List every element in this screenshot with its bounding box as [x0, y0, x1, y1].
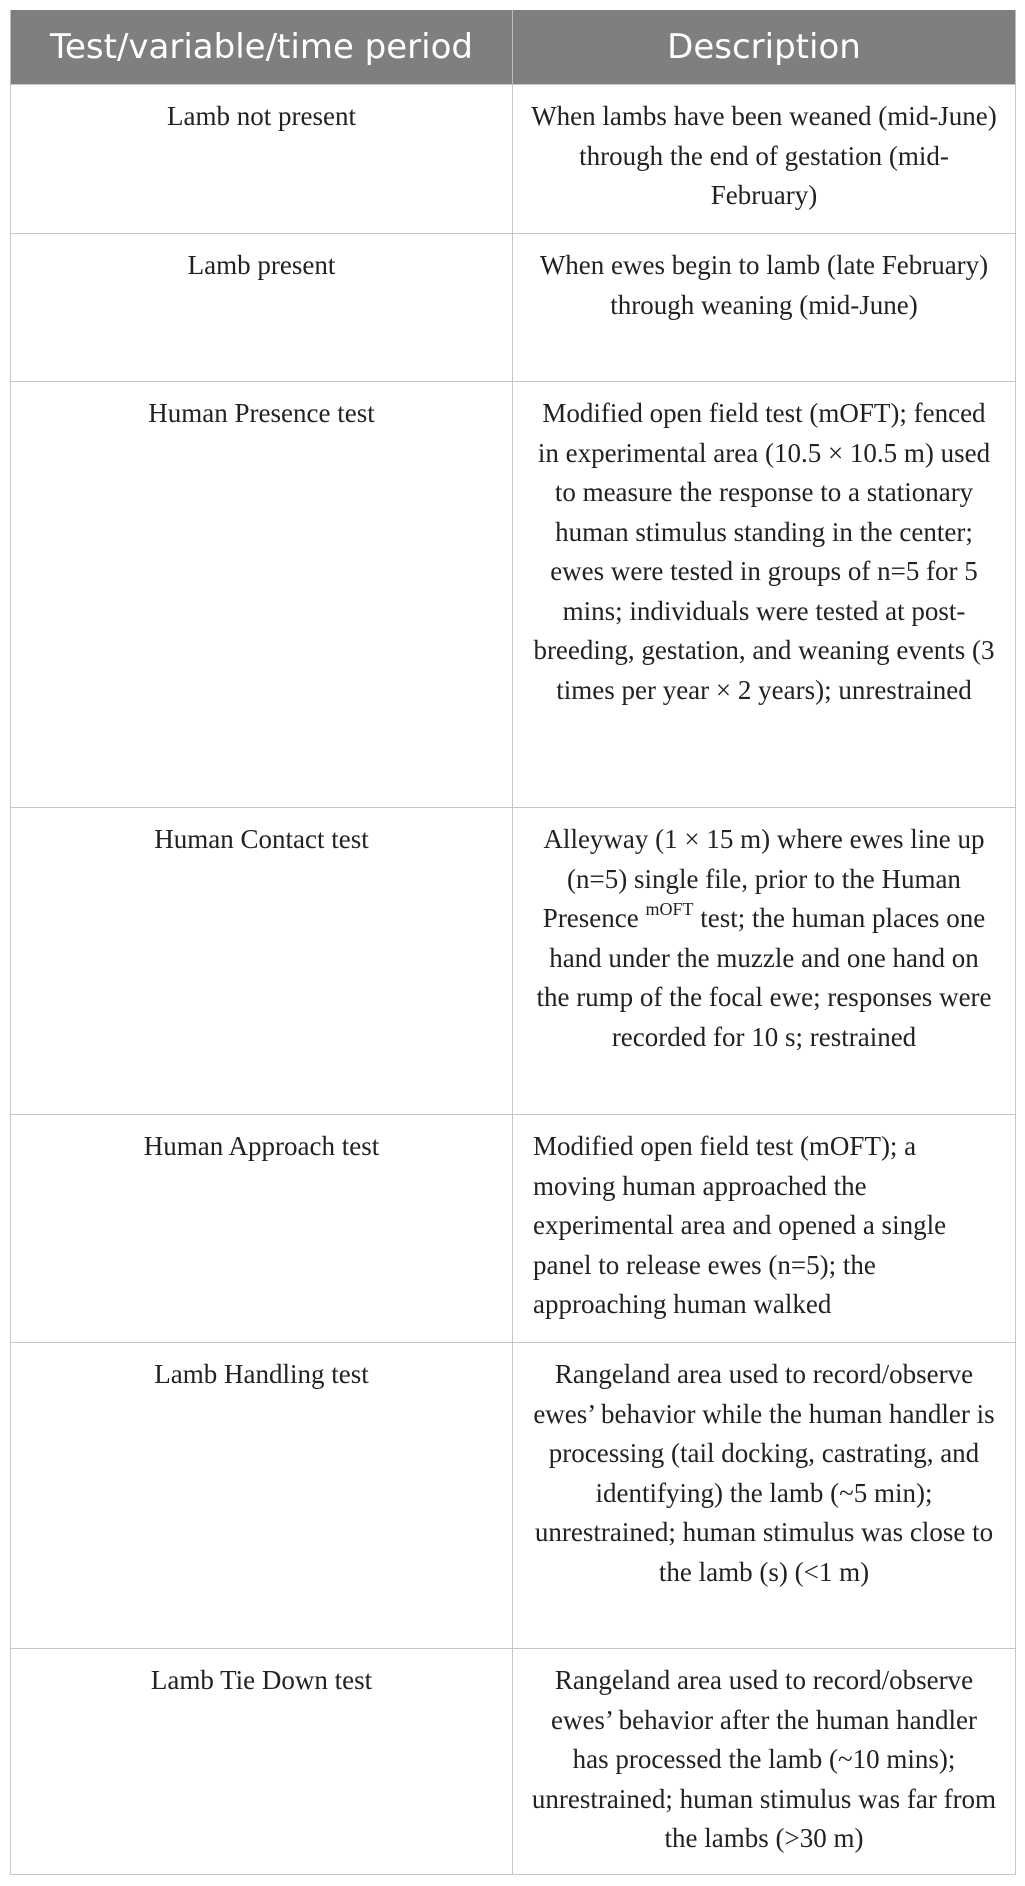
row-desc-lamb-tie-down-test: Rangeland area used to record/observe ewes’ behavior after the human handler has processed the lamb (~10 mins); unrestrained; human stimulus was far from the lambs (>30 m)	[513, 1649, 1016, 1875]
table-row	[11, 808, 1016, 1115]
table-row	[11, 1115, 1016, 1343]
table-row	[11, 1649, 1016, 1875]
row-name-human-approach-test: Human Approach test	[11, 1115, 513, 1343]
header-test-variable-time-period: Test/variable/time period	[11, 10, 513, 85]
desc-part-b: test; the human places one hand under the muzzle and one hand on the rump of the focal ewe; responses were recorded for 10 s; restrained	[536, 903, 992, 1052]
table-body	[11, 85, 1016, 1875]
row-name-lamb-handling-test: Lamb Handling test	[11, 1343, 513, 1649]
header-description: Description	[513, 10, 1016, 85]
row-name-lamb-present: Lamb present	[11, 234, 513, 382]
table-row	[11, 1343, 1016, 1649]
test-description-table	[10, 10, 1016, 1875]
row-name-human-presence-test: Human Presence test	[11, 382, 513, 808]
description-table-container	[10, 10, 1015, 1875]
row-name-lamb-not-present: Lamb not present	[11, 85, 513, 234]
table-row	[11, 85, 1016, 234]
desc-part-a: Alleyway (1 × 15 m) where ewes line up (n=5) single file, prior to the Human Presence	[542, 824, 985, 933]
table-row	[11, 382, 1016, 808]
row-desc-human-contact-test	[513, 808, 1016, 1115]
row-desc-human-presence-test: Modified open field test (mOFT); fenced in experimental area (10.5 × 10.5 m) used to measure the response to a stationary human stimulus standing in the center; ewes were tested in groups of n=5 for 5 mins; individuals were tested at post-breeding, gestation, and weaning events (3 times per year × 2 years); unrestrained	[513, 382, 1016, 808]
row-name-lamb-tie-down-test: Lamb Tie Down test	[11, 1649, 513, 1875]
row-desc-lamb-present: When ewes begin to lamb (late February) through weaning (mid-June)	[513, 234, 1016, 382]
row-desc-lamb-not-present: When lambs have been weaned (mid-June) through the end of gestation (mid-February)	[513, 85, 1016, 234]
table-header	[11, 10, 1016, 85]
table-row	[11, 234, 1016, 382]
row-desc-lamb-handling-test: Rangeland area used to record/observe ewes’ behavior while the human handler is processing (tail docking, castrating, and identifying) the lamb (~5 min); unrestrained; human stimulus was close to the lamb (s) (<1 m)	[513, 1343, 1016, 1649]
desc-superscript-moft: mOFT	[645, 899, 694, 919]
header-row	[11, 10, 1016, 85]
row-desc-human-approach-test: Modified open field test (mOFT); a moving human approached the experimental area and opened a single panel to release ewes (n=5); the approaching human walked	[513, 1115, 1016, 1343]
row-name-human-contact-test: Human Contact test	[11, 808, 513, 1115]
